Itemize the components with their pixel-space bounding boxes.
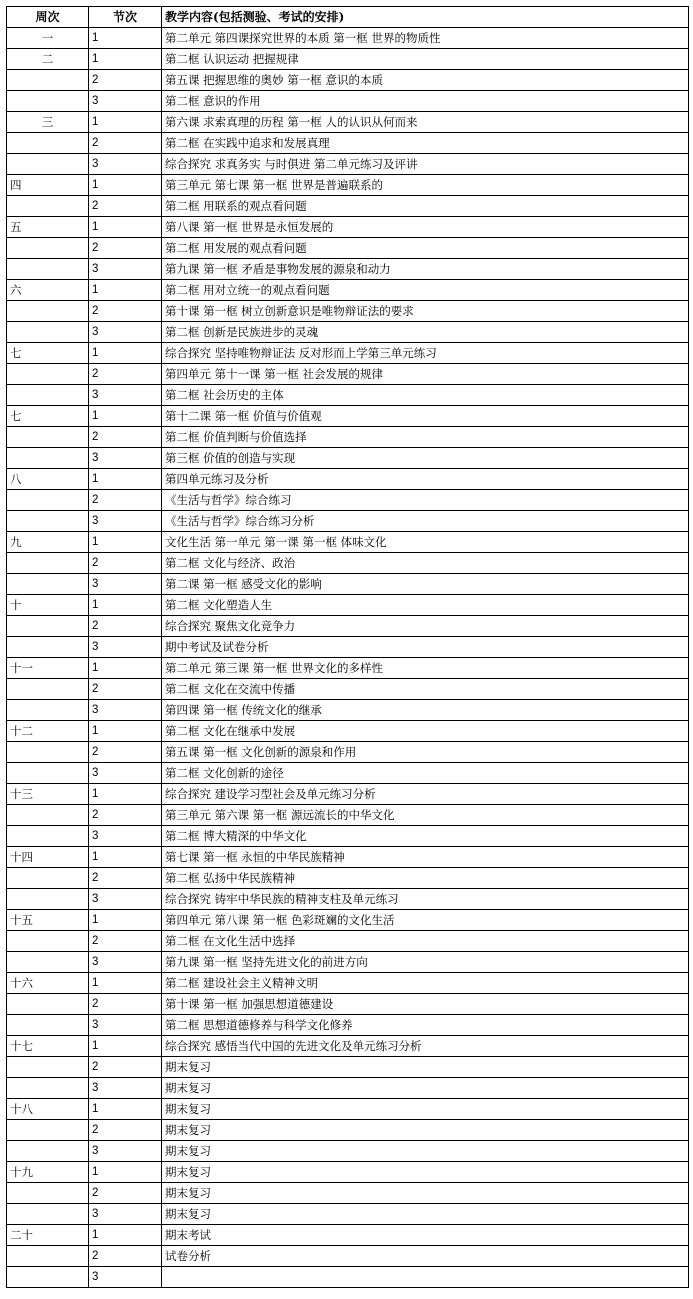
table-row: [7, 49, 689, 70]
table-row: [7, 595, 689, 616]
week-cell: [7, 1057, 89, 1078]
week-cell: [7, 931, 89, 952]
week-cell: 七: [7, 406, 89, 427]
content-cell: 第九课 第一框 矛盾是事物发展的源泉和动力: [162, 259, 689, 280]
content-cell: 第十课 第一框 树立创新意识是唯物辩证法的要求: [162, 301, 689, 322]
lesson-cell: 2: [89, 679, 162, 700]
content-cell: 期末复习: [162, 1078, 689, 1099]
content-cell: [162, 1267, 689, 1288]
content-cell: 综合探究 感悟当代中国的先进文化及单元练习分析: [162, 1036, 689, 1057]
lesson-cell: 2: [89, 70, 162, 91]
table-row: [7, 847, 689, 868]
content-cell: 第五课 第一框 文化创新的源泉和作用: [162, 742, 689, 763]
week-cell: [7, 742, 89, 763]
lesson-cell: 2: [89, 553, 162, 574]
week-cell: [7, 574, 89, 595]
lesson-cell: 1: [89, 595, 162, 616]
content-cell: 第十课 第一框 加强思想道德建设: [162, 994, 689, 1015]
schedule-body: [7, 28, 689, 1288]
lesson-cell: 1: [89, 1099, 162, 1120]
table-row: [7, 280, 689, 301]
table-row: [7, 1036, 689, 1057]
content-cell: 第二框 弘扬中华民族精神: [162, 868, 689, 889]
week-cell: 二十: [7, 1225, 89, 1246]
content-cell: 《生活与哲学》综合练习分析: [162, 511, 689, 532]
lesson-cell: 3: [89, 322, 162, 343]
table-row: [7, 553, 689, 574]
lesson-cell: 1: [89, 721, 162, 742]
lesson-cell: 1: [89, 49, 162, 70]
week-cell: 十五: [7, 910, 89, 931]
lesson-cell: 1: [89, 112, 162, 133]
lesson-cell: 3: [89, 1141, 162, 1162]
lesson-cell: 1: [89, 28, 162, 49]
week-cell: 十八: [7, 1099, 89, 1120]
table-row: [7, 28, 689, 49]
week-cell: [7, 1120, 89, 1141]
lesson-cell: 2: [89, 1183, 162, 1204]
lesson-cell: 2: [89, 1057, 162, 1078]
week-cell: 二: [7, 49, 89, 70]
week-cell: [7, 385, 89, 406]
content-cell: 第六课 求索真理的历程 第一框 人的认识从何而来: [162, 112, 689, 133]
week-cell: [7, 511, 89, 532]
lesson-cell: 2: [89, 616, 162, 637]
week-cell: [7, 1141, 89, 1162]
week-cell: [7, 1078, 89, 1099]
table-row: [7, 238, 689, 259]
week-cell: 十二: [7, 721, 89, 742]
table-row: [7, 1204, 689, 1225]
table-row: [7, 217, 689, 238]
week-cell: 三: [7, 112, 89, 133]
week-cell: [7, 1246, 89, 1267]
lesson-cell: 1: [89, 658, 162, 679]
lesson-cell: 2: [89, 490, 162, 511]
content-cell: 第二框 用发展的观点看问题: [162, 238, 689, 259]
content-cell: 第二框 在文化生活中选择: [162, 931, 689, 952]
table-row: [7, 1246, 689, 1267]
content-cell: 期末复习: [162, 1162, 689, 1183]
week-cell: [7, 448, 89, 469]
table-row: [7, 490, 689, 511]
table-row: [7, 112, 689, 133]
lesson-cell: 1: [89, 910, 162, 931]
week-cell: [7, 679, 89, 700]
table-row: [7, 721, 689, 742]
table-row: [7, 511, 689, 532]
lesson-cell: 3: [89, 637, 162, 658]
content-cell: 文化生活 第一单元 第一课 第一框 体味文化: [162, 532, 689, 553]
table-row: [7, 1267, 689, 1288]
table-row: [7, 679, 689, 700]
table-row: [7, 805, 689, 826]
content-cell: 期中考试及试卷分析: [162, 637, 689, 658]
table-row: [7, 70, 689, 91]
lesson-cell: 1: [89, 469, 162, 490]
lesson-cell: 3: [89, 385, 162, 406]
table-row: [7, 784, 689, 805]
table-row: [7, 364, 689, 385]
content-cell: 第二框 文化创新的途径: [162, 763, 689, 784]
week-cell: [7, 616, 89, 637]
week-cell: [7, 826, 89, 847]
week-cell: [7, 1204, 89, 1225]
content-cell: 综合探究 建设学习型社会及单元练习分析: [162, 784, 689, 805]
lesson-cell: 3: [89, 1015, 162, 1036]
lesson-cell: 1: [89, 973, 162, 994]
lesson-cell: 1: [89, 406, 162, 427]
week-cell: 十四: [7, 847, 89, 868]
content-cell: 第二框 文化塑造人生: [162, 595, 689, 616]
content-cell: 第二框 建设社会主义精神文明: [162, 973, 689, 994]
week-cell: [7, 490, 89, 511]
content-cell: 期末复习: [162, 1099, 689, 1120]
content-cell: 第十二课 第一框 价值与价值观: [162, 406, 689, 427]
content-cell: 期末复习: [162, 1183, 689, 1204]
week-cell: [7, 238, 89, 259]
week-cell: [7, 805, 89, 826]
content-cell: 第三框 价值的创造与实现: [162, 448, 689, 469]
week-cell: [7, 1015, 89, 1036]
lesson-cell: 2: [89, 238, 162, 259]
table-row: [7, 763, 689, 784]
table-row: [7, 973, 689, 994]
lesson-cell: 2: [89, 301, 162, 322]
table-row: [7, 931, 689, 952]
lesson-cell: 3: [89, 889, 162, 910]
table-row: [7, 910, 689, 931]
lesson-cell: 3: [89, 511, 162, 532]
content-cell: 第二单元 第四课探究世界的本质 第一框 世界的物质性: [162, 28, 689, 49]
lesson-cell: 2: [89, 742, 162, 763]
lesson-cell: 3: [89, 952, 162, 973]
content-cell: 第二框 社会历史的主体: [162, 385, 689, 406]
week-cell: [7, 763, 89, 784]
week-cell: [7, 196, 89, 217]
table-row: [7, 1183, 689, 1204]
content-cell: 第二框 用联系的观点看问题: [162, 196, 689, 217]
header-week: 周次: [7, 7, 89, 28]
lesson-cell: 2: [89, 133, 162, 154]
content-cell: 第二单元 第三课 第一框 世界文化的多样性: [162, 658, 689, 679]
lesson-cell: 3: [89, 826, 162, 847]
table-row: [7, 322, 689, 343]
lesson-cell: 3: [89, 448, 162, 469]
content-cell: 综合探究 求真务实 与时俱进 第二单元练习及评讲: [162, 154, 689, 175]
table-row: [7, 448, 689, 469]
table-row: [7, 994, 689, 1015]
table-row: [7, 1162, 689, 1183]
lesson-cell: 1: [89, 847, 162, 868]
table-row: [7, 133, 689, 154]
content-cell: 第二框 价值判断与价值选择: [162, 427, 689, 448]
content-cell: 第四单元练习及分析: [162, 469, 689, 490]
week-cell: 十九: [7, 1162, 89, 1183]
table-row: [7, 1099, 689, 1120]
week-cell: [7, 70, 89, 91]
table-row: [7, 700, 689, 721]
table-row: [7, 385, 689, 406]
content-cell: 第八课 第一框 世界是永恒发展的: [162, 217, 689, 238]
table-row: [7, 91, 689, 112]
content-cell: 期末复习: [162, 1204, 689, 1225]
lesson-cell: 3: [89, 574, 162, 595]
content-cell: 第三单元 第六课 第一框 源远流长的中华文化: [162, 805, 689, 826]
content-cell: 第二框 在实践中追求和发展真理: [162, 133, 689, 154]
week-cell: [7, 301, 89, 322]
week-cell: 十: [7, 595, 89, 616]
lesson-cell: 3: [89, 1267, 162, 1288]
lesson-cell: 3: [89, 259, 162, 280]
content-cell: 第二框 博大精深的中华文化: [162, 826, 689, 847]
table-row: [7, 259, 689, 280]
lesson-cell: 2: [89, 1120, 162, 1141]
content-cell: 第二框 用对立统一的观点看问题: [162, 280, 689, 301]
table-row: [7, 196, 689, 217]
week-cell: [7, 994, 89, 1015]
week-cell: [7, 91, 89, 112]
week-cell: [7, 259, 89, 280]
week-cell: 十七: [7, 1036, 89, 1057]
content-cell: 第七课 第一框 永恒的中华民族精神: [162, 847, 689, 868]
lesson-cell: 3: [89, 1078, 162, 1099]
week-cell: [7, 700, 89, 721]
table-row: [7, 1120, 689, 1141]
lesson-cell: 2: [89, 931, 162, 952]
table-row: [7, 406, 689, 427]
lesson-cell: 2: [89, 805, 162, 826]
content-cell: 第二框 文化在交流中传播: [162, 679, 689, 700]
week-cell: 五: [7, 217, 89, 238]
lesson-cell: 2: [89, 364, 162, 385]
lesson-cell: 1: [89, 1225, 162, 1246]
lesson-cell: 1: [89, 175, 162, 196]
content-cell: 第四课 第一框 传统文化的继承: [162, 700, 689, 721]
week-cell: [7, 889, 89, 910]
table-row: [7, 427, 689, 448]
schedule-table: [6, 6, 689, 1288]
lesson-cell: 3: [89, 763, 162, 784]
lesson-cell: 3: [89, 700, 162, 721]
table-row: [7, 616, 689, 637]
table-row: [7, 1141, 689, 1162]
lesson-cell: 1: [89, 280, 162, 301]
week-cell: 九: [7, 532, 89, 553]
header-content: 教学内容(包括测验、考试的安排): [162, 7, 689, 28]
table-row: [7, 532, 689, 553]
content-cell: 《生活与哲学》综合练习: [162, 490, 689, 511]
week-cell: 十六: [7, 973, 89, 994]
week-cell: [7, 322, 89, 343]
table-row: [7, 574, 689, 595]
week-cell: 十一: [7, 658, 89, 679]
table-row: [7, 175, 689, 196]
table-row: [7, 301, 689, 322]
week-cell: [7, 427, 89, 448]
table-row: [7, 1015, 689, 1036]
content-cell: 第四单元 第八课 第一框 色彩斑斓的文化生活: [162, 910, 689, 931]
content-cell: 第二框 意识的作用: [162, 91, 689, 112]
content-cell: 第五课 把握思维的奥妙 第一框 意识的本质: [162, 70, 689, 91]
table-row: [7, 658, 689, 679]
header-row: [7, 7, 689, 28]
lesson-cell: 2: [89, 196, 162, 217]
lesson-cell: 1: [89, 343, 162, 364]
content-cell: 综合探究 聚焦文化竞争力: [162, 616, 689, 637]
week-cell: 四: [7, 175, 89, 196]
week-cell: [7, 1267, 89, 1288]
lesson-cell: 1: [89, 1036, 162, 1057]
content-cell: 期末考试: [162, 1225, 689, 1246]
lesson-cell: 3: [89, 1204, 162, 1225]
week-cell: 七: [7, 343, 89, 364]
content-cell: 第四单元 第十一课 第一框 社会发展的规律: [162, 364, 689, 385]
content-cell: 期末复习: [162, 1057, 689, 1078]
lesson-cell: 1: [89, 1162, 162, 1183]
content-cell: 第二框 文化在继承中发展: [162, 721, 689, 742]
week-cell: [7, 952, 89, 973]
content-cell: 期末复习: [162, 1120, 689, 1141]
lesson-cell: 1: [89, 217, 162, 238]
content-cell: 综合探究 坚持唯物辩证法 反对形而上学第三单元练习: [162, 343, 689, 364]
week-cell: [7, 553, 89, 574]
week-cell: [7, 133, 89, 154]
content-cell: 第二框 思想道德修养与科学文化修养: [162, 1015, 689, 1036]
table-row: [7, 1057, 689, 1078]
table-row: [7, 826, 689, 847]
content-cell: 综合探究 铸牢中华民族的精神支柱及单元练习: [162, 889, 689, 910]
table-row: [7, 889, 689, 910]
week-cell: 十三: [7, 784, 89, 805]
week-cell: [7, 154, 89, 175]
table-row: [7, 637, 689, 658]
table-row: [7, 469, 689, 490]
lesson-cell: 2: [89, 994, 162, 1015]
content-cell: 第二框 创新是民族进步的灵魂: [162, 322, 689, 343]
lesson-cell: 1: [89, 784, 162, 805]
table-row: [7, 952, 689, 973]
week-cell: 六: [7, 280, 89, 301]
content-cell: 第二课 第一框 感受文化的影响: [162, 574, 689, 595]
content-cell: 第二框 认识运动 把握规律: [162, 49, 689, 70]
week-cell: 八: [7, 469, 89, 490]
header-lesson: 节次: [89, 7, 162, 28]
content-cell: 第九课 第一框 坚持先进文化的前进方向: [162, 952, 689, 973]
lesson-cell: 2: [89, 427, 162, 448]
week-cell: [7, 1183, 89, 1204]
table-row: [7, 868, 689, 889]
table-row: [7, 154, 689, 175]
table-row: [7, 1225, 689, 1246]
table-row: [7, 343, 689, 364]
lesson-cell: 3: [89, 154, 162, 175]
week-cell: [7, 868, 89, 889]
week-cell: [7, 637, 89, 658]
content-cell: 试卷分析: [162, 1246, 689, 1267]
lesson-cell: 3: [89, 91, 162, 112]
table-row: [7, 742, 689, 763]
lesson-cell: 1: [89, 532, 162, 553]
table-row: [7, 1078, 689, 1099]
week-cell: 一: [7, 28, 89, 49]
content-cell: 期末复习: [162, 1141, 689, 1162]
content-cell: 第三单元 第七课 第一框 世界是普遍联系的: [162, 175, 689, 196]
content-cell: 第二框 文化与经济、政治: [162, 553, 689, 574]
lesson-cell: 2: [89, 1246, 162, 1267]
week-cell: [7, 364, 89, 385]
lesson-cell: 2: [89, 868, 162, 889]
